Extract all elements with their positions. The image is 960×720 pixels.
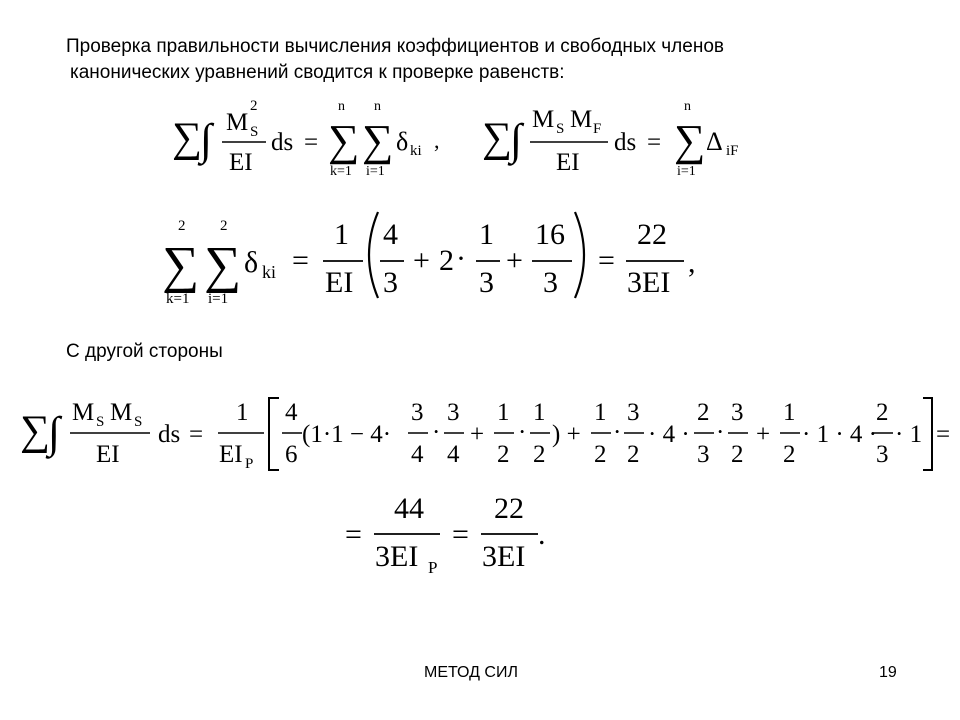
eq1-sum2-bot: i=1 <box>366 164 385 179</box>
eq4-f1-den-sub: P <box>245 456 254 472</box>
left-paren <box>369 212 378 298</box>
eq4-den: EI <box>96 441 120 468</box>
eq1-ds: ds <box>271 129 294 156</box>
eq4-f1-num: 1 <box>236 399 249 426</box>
eq3-comma: , <box>688 246 696 279</box>
eq4-M1: M <box>72 399 95 426</box>
eq3-equals-1: = <box>292 244 309 277</box>
eq3-f2-den: 3 <box>383 266 398 299</box>
eq4-f-den: 2 <box>627 441 640 468</box>
eq2-sum-top: n <box>684 99 691 114</box>
eq4-M1-sub: S <box>96 414 105 430</box>
eq1-sum1-top: n <box>338 99 345 114</box>
eq4-j-num: 2 <box>876 399 889 426</box>
eq4-d-num: 1 <box>533 399 546 426</box>
equation-3 <box>162 212 696 307</box>
eq3-f5-den: 3EI <box>627 266 671 299</box>
eq5-f2-num: 22 <box>494 492 524 525</box>
eq2-den: EI <box>556 149 580 176</box>
eq4-b-den: 4 <box>447 441 460 468</box>
sum-sign: ∑ <box>172 115 202 161</box>
page-number: 19 <box>879 664 897 681</box>
eq2-equals: = <box>647 129 662 156</box>
eq5-period: . <box>538 518 546 551</box>
eq4-end-text: · 1 <box>895 421 923 448</box>
equation-1 <box>172 98 440 179</box>
eq4-mid-text: · 1 · 4 · <box>802 421 877 448</box>
eq2-M2: M <box>570 106 593 133</box>
eq3-f4-num: 16 <box>535 218 565 251</box>
eq5-f1-den-sub: P <box>428 558 438 577</box>
eq3-f4-den: 3 <box>543 266 558 299</box>
sum-sign: ∑ <box>162 237 200 294</box>
eq4-i-den: 2 <box>783 441 796 468</box>
eq1-sum2-top: n <box>374 99 381 114</box>
equation-2 <box>482 99 739 179</box>
eq4-i-num: 1 <box>783 399 796 426</box>
eq4-f2-den: 6 <box>285 441 298 468</box>
eq2-Delta-sub: iF <box>726 143 739 159</box>
eq3-sum1-top: 2 <box>178 218 186 234</box>
eq4-a-den: 4 <box>411 441 424 468</box>
eq2-sum-bot: i=1 <box>677 164 696 179</box>
eq4-a-num: 3 <box>411 399 424 426</box>
left-bracket <box>269 398 279 470</box>
sum-sign: ∑ <box>674 116 706 165</box>
eq4-plus-1: + <box>470 421 485 448</box>
eq4-f2-num: 4 <box>285 399 298 426</box>
eq4-four-text: · 4 · <box>648 421 690 448</box>
eq4-ds: ds <box>158 421 181 448</box>
eq1-num-sub: S <box>250 124 259 140</box>
eq3-plus-1: + <box>413 244 430 277</box>
eq3-f1-den: EI <box>325 266 354 299</box>
eq3-delta: δ <box>244 246 259 279</box>
eq3-plus-2: + <box>506 244 523 277</box>
integral-sign: ∫ <box>510 115 523 164</box>
eq4-g-num: 2 <box>697 399 710 426</box>
equation-4 <box>20 398 950 472</box>
right-bracket <box>923 398 932 470</box>
eq4-f-num: 3 <box>627 399 640 426</box>
eq4-paren-text: (1·1 − 4· <box>302 421 392 448</box>
eq4-g-den: 3 <box>697 441 710 468</box>
eq3-two: 2 <box>439 244 454 277</box>
eq2-M2-sub: F <box>593 121 602 137</box>
eq2-ds: ds <box>614 129 637 156</box>
eq4-f1-den: EI <box>219 441 243 468</box>
eq4-equals-2: = <box>936 421 951 448</box>
intro-line-2: канонических уравнений сводится к проверке равенств: <box>70 62 565 83</box>
sum-sign: ∑ <box>328 116 360 165</box>
eq4-equals-1: = <box>189 421 204 448</box>
eq3-dot: · <box>456 242 466 275</box>
eq4-M2: M <box>110 399 133 426</box>
eq5-f2-den: 3EI <box>482 540 526 573</box>
eq1-sum1-bot: k=1 <box>330 164 352 179</box>
intro-line-1: Проверка правильности вычисления коэффициентов и свободных членов <box>66 36 724 57</box>
eq4-c-den: 2 <box>497 441 510 468</box>
eq3-f1-num: 1 <box>334 218 349 251</box>
eq4-dot-2: · <box>518 419 527 446</box>
eq1-delta: δ <box>396 127 409 156</box>
eq4-e-num: 1 <box>594 399 607 426</box>
right-paren <box>575 212 584 298</box>
eq2-Delta: Δ <box>706 127 723 156</box>
eq4-close-text: ) + <box>552 421 581 448</box>
eq5-equals-1: = <box>345 518 362 551</box>
sum-sign: ∑ <box>362 116 394 165</box>
integral-sign: ∫ <box>200 115 213 164</box>
eq4-b-num: 3 <box>447 399 460 426</box>
eq5-f1-den: 3EI <box>375 540 419 573</box>
eq1-equals: = <box>304 129 319 156</box>
eq5-equals-2: = <box>452 518 469 551</box>
eq3-equals-2: = <box>598 244 615 277</box>
footer-title: МЕТОД СИЛ <box>424 664 518 681</box>
eq3-f5-num: 22 <box>637 218 667 251</box>
eq3-sum2-top: 2 <box>220 218 228 234</box>
integral-sign: ∫ <box>48 408 61 457</box>
eq3-sum2-bot: i=1 <box>208 291 229 307</box>
eq3-sum1-bot: k=1 <box>166 291 190 307</box>
eq1-num-sup: 2 <box>250 98 258 114</box>
equation-5 <box>345 492 546 577</box>
eq4-d-den: 2 <box>533 441 546 468</box>
sum-sign: ∑ <box>482 115 512 161</box>
sum-sign: ∑ <box>204 237 242 294</box>
eq1-delta-sub: ki <box>410 143 422 159</box>
other-side-text: С другой стороны <box>66 341 223 362</box>
sum-sign: ∑ <box>20 408 50 454</box>
eq5-f1-num: 44 <box>394 492 424 525</box>
eq3-f2-num: 4 <box>383 218 398 251</box>
eq4-h-num: 3 <box>731 399 744 426</box>
eq4-h-den: 2 <box>731 441 744 468</box>
eq4-plus-2: + <box>756 421 771 448</box>
eq2-M1: M <box>532 106 555 133</box>
eq4-dot-1: · <box>432 419 441 446</box>
eq4-c-num: 1 <box>497 399 510 426</box>
eq1-num-M: M <box>226 109 249 136</box>
eq3-f3-den: 3 <box>479 266 494 299</box>
eq1-den: EI <box>229 149 253 176</box>
eq4-M2-sub: S <box>134 414 143 430</box>
eq4-e-den: 2 <box>594 441 607 468</box>
eq4-dot-3: · <box>613 419 622 446</box>
eq4-dot-4: · <box>716 419 725 446</box>
eq2-M1-sub: S <box>556 121 565 137</box>
eq1-comma: , <box>434 128 440 153</box>
eq3-f3-num: 1 <box>479 218 494 251</box>
eq3-delta-sub: ki <box>262 262 277 282</box>
eq4-j-den: 3 <box>876 441 889 468</box>
